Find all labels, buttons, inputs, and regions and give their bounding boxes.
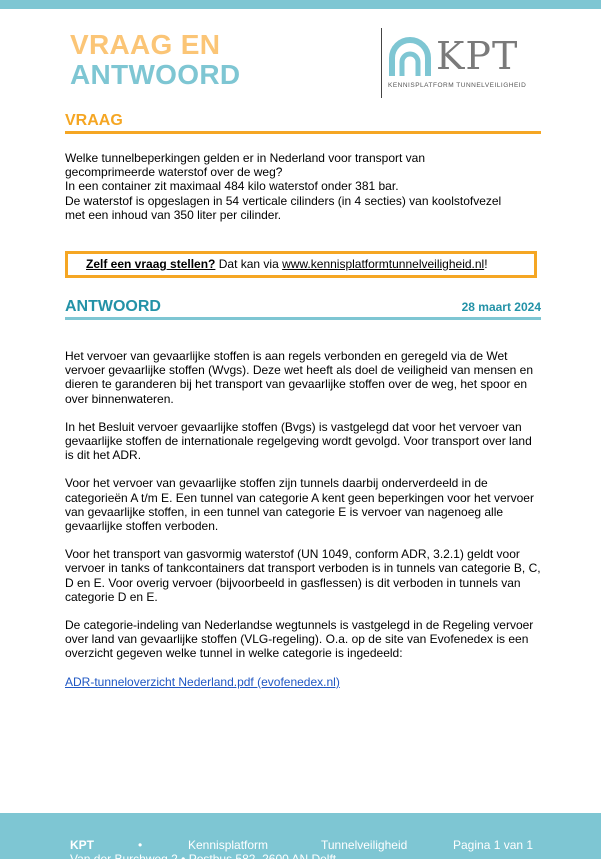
vraag-line-2: gecomprimeerde waterstof over de weg? — [65, 165, 283, 180]
logo-text: KPT — [436, 34, 519, 78]
footer-page: Pagina 1 van 1 — [453, 838, 534, 852]
footer-address: Van der Burchweg 2 • Postbus 582, 2600 AN Delft — [70, 852, 337, 866]
footer-name-1: Kennisplatform — [188, 838, 269, 852]
vraag-heading: VRAAG — [65, 112, 541, 134]
kpt-website-link[interactable]: www.kennisplatformtunnelveiligheid.nl — [282, 257, 485, 271]
antwoord-paragraph-5: De categorie-indeling van Nederlandse wegtunnels is vastgelegd in de Regeling vervoer over land van gevaarlijke stoffen (VLG-regeling). O.a. op de site van Evofenedex is een overzicht gegeven welke tunnel in welke categorie is ingedeeld: — [65, 618, 534, 661]
callout-bold: Zelf een vraag stellen? — [86, 257, 216, 271]
kpt-logo — [381, 28, 541, 98]
vraag-line-1: Welke tunnelbeperkingen gelden er in Nederland voor transport van — [65, 151, 426, 165]
ask-question-callout — [65, 251, 537, 278]
callout-text: Dat kan via — [215, 257, 283, 271]
title-word-antwoord: ANTWOORD — [70, 59, 241, 90]
antwoord-paragraph-1: Het vervoer van gevaarlijke stoffen is aan regels verbonden en geregeld via de Wet vervoer gevaarlijke stoffen (Wvgs). Deze wet heeft als doel de veiligheid van mensen en dieren te garanderen bij het transport van gevaarlijke stoffen over de weg, het spoor en over binnenwateren. — [65, 349, 534, 406]
antwoord-heading — [65, 298, 541, 320]
antwoord-paragraph-4: Voor het transport van gasvormig waterstof (UN 1049, conform ADR, 3.2.1) geldt voor vervoer in tanks of tankcontainers dat transport verboden is in tunnels van categorie B, C, D en E. Voor overig vervoer (bijvoorbeeld in gasflessen) is dit verboden in tunnels van categorie D en E. — [65, 547, 541, 604]
vraag-line-4: De waterstof is opgeslagen in 54 verticale cilinders (in 4 secties) van koolstofvezel — [65, 193, 502, 208]
antwoord-paragraph-3: Voor het vervoer van gevaarlijke stoffen zijn tunnels daarbij onderverdeeld in de categorieën A t/m E. Een tunnel van categorie A kent geen beperkingen voor het vervoer van gevaarlijke stoffen, in een tunnel van categorie E is vervoer van nagenoeg alle gevaarlijke stoffen verboden. — [65, 476, 534, 534]
footer-bullet: • — [138, 838, 143, 852]
callout-end: ! — [484, 257, 488, 271]
vraag-text — [65, 151, 543, 222]
title-word-en: EN — [180, 29, 221, 60]
antwoord-title: ANTWOORD — [65, 298, 161, 315]
top-bar — [0, 0, 601, 9]
title-word-vraag: VRAAG — [70, 29, 173, 60]
vraag-line-5: met een inhoud van 350 liter per cilinder. — [65, 207, 282, 222]
antwoord-paragraph-2: In het Besluit vervoer gevaarlijke stoffen (Bvgs) is vastgelegd dat voor het vervoer van gevaarlijke stoffen de internationale regelgeving wordt gevolgd. Voor transport over land is dit het ADR. — [65, 419, 532, 463]
tunnel-logo-icon — [388, 36, 432, 80]
page-title — [70, 30, 240, 90]
antwoord-text — [65, 349, 543, 689]
adr-tunneloverzicht-link[interactable]: ADR-tunneloverzicht Nederland.pdf (evofenedex.nl) — [65, 674, 340, 689]
vraag-line-3: In een container zit maximaal 484 kilo waterstof onder 381 bar. — [65, 179, 399, 194]
footer-org: KPT — [70, 838, 94, 852]
answer-date: 28 maart 2024 — [461, 300, 541, 314]
logo-divider — [381, 28, 382, 98]
logo-subtitle: KENNISPLATFORM TUNNELVEILIGHEID — [388, 82, 527, 89]
footer — [0, 813, 601, 866]
footer-name-2: Tunnelveiligheid — [321, 838, 408, 852]
